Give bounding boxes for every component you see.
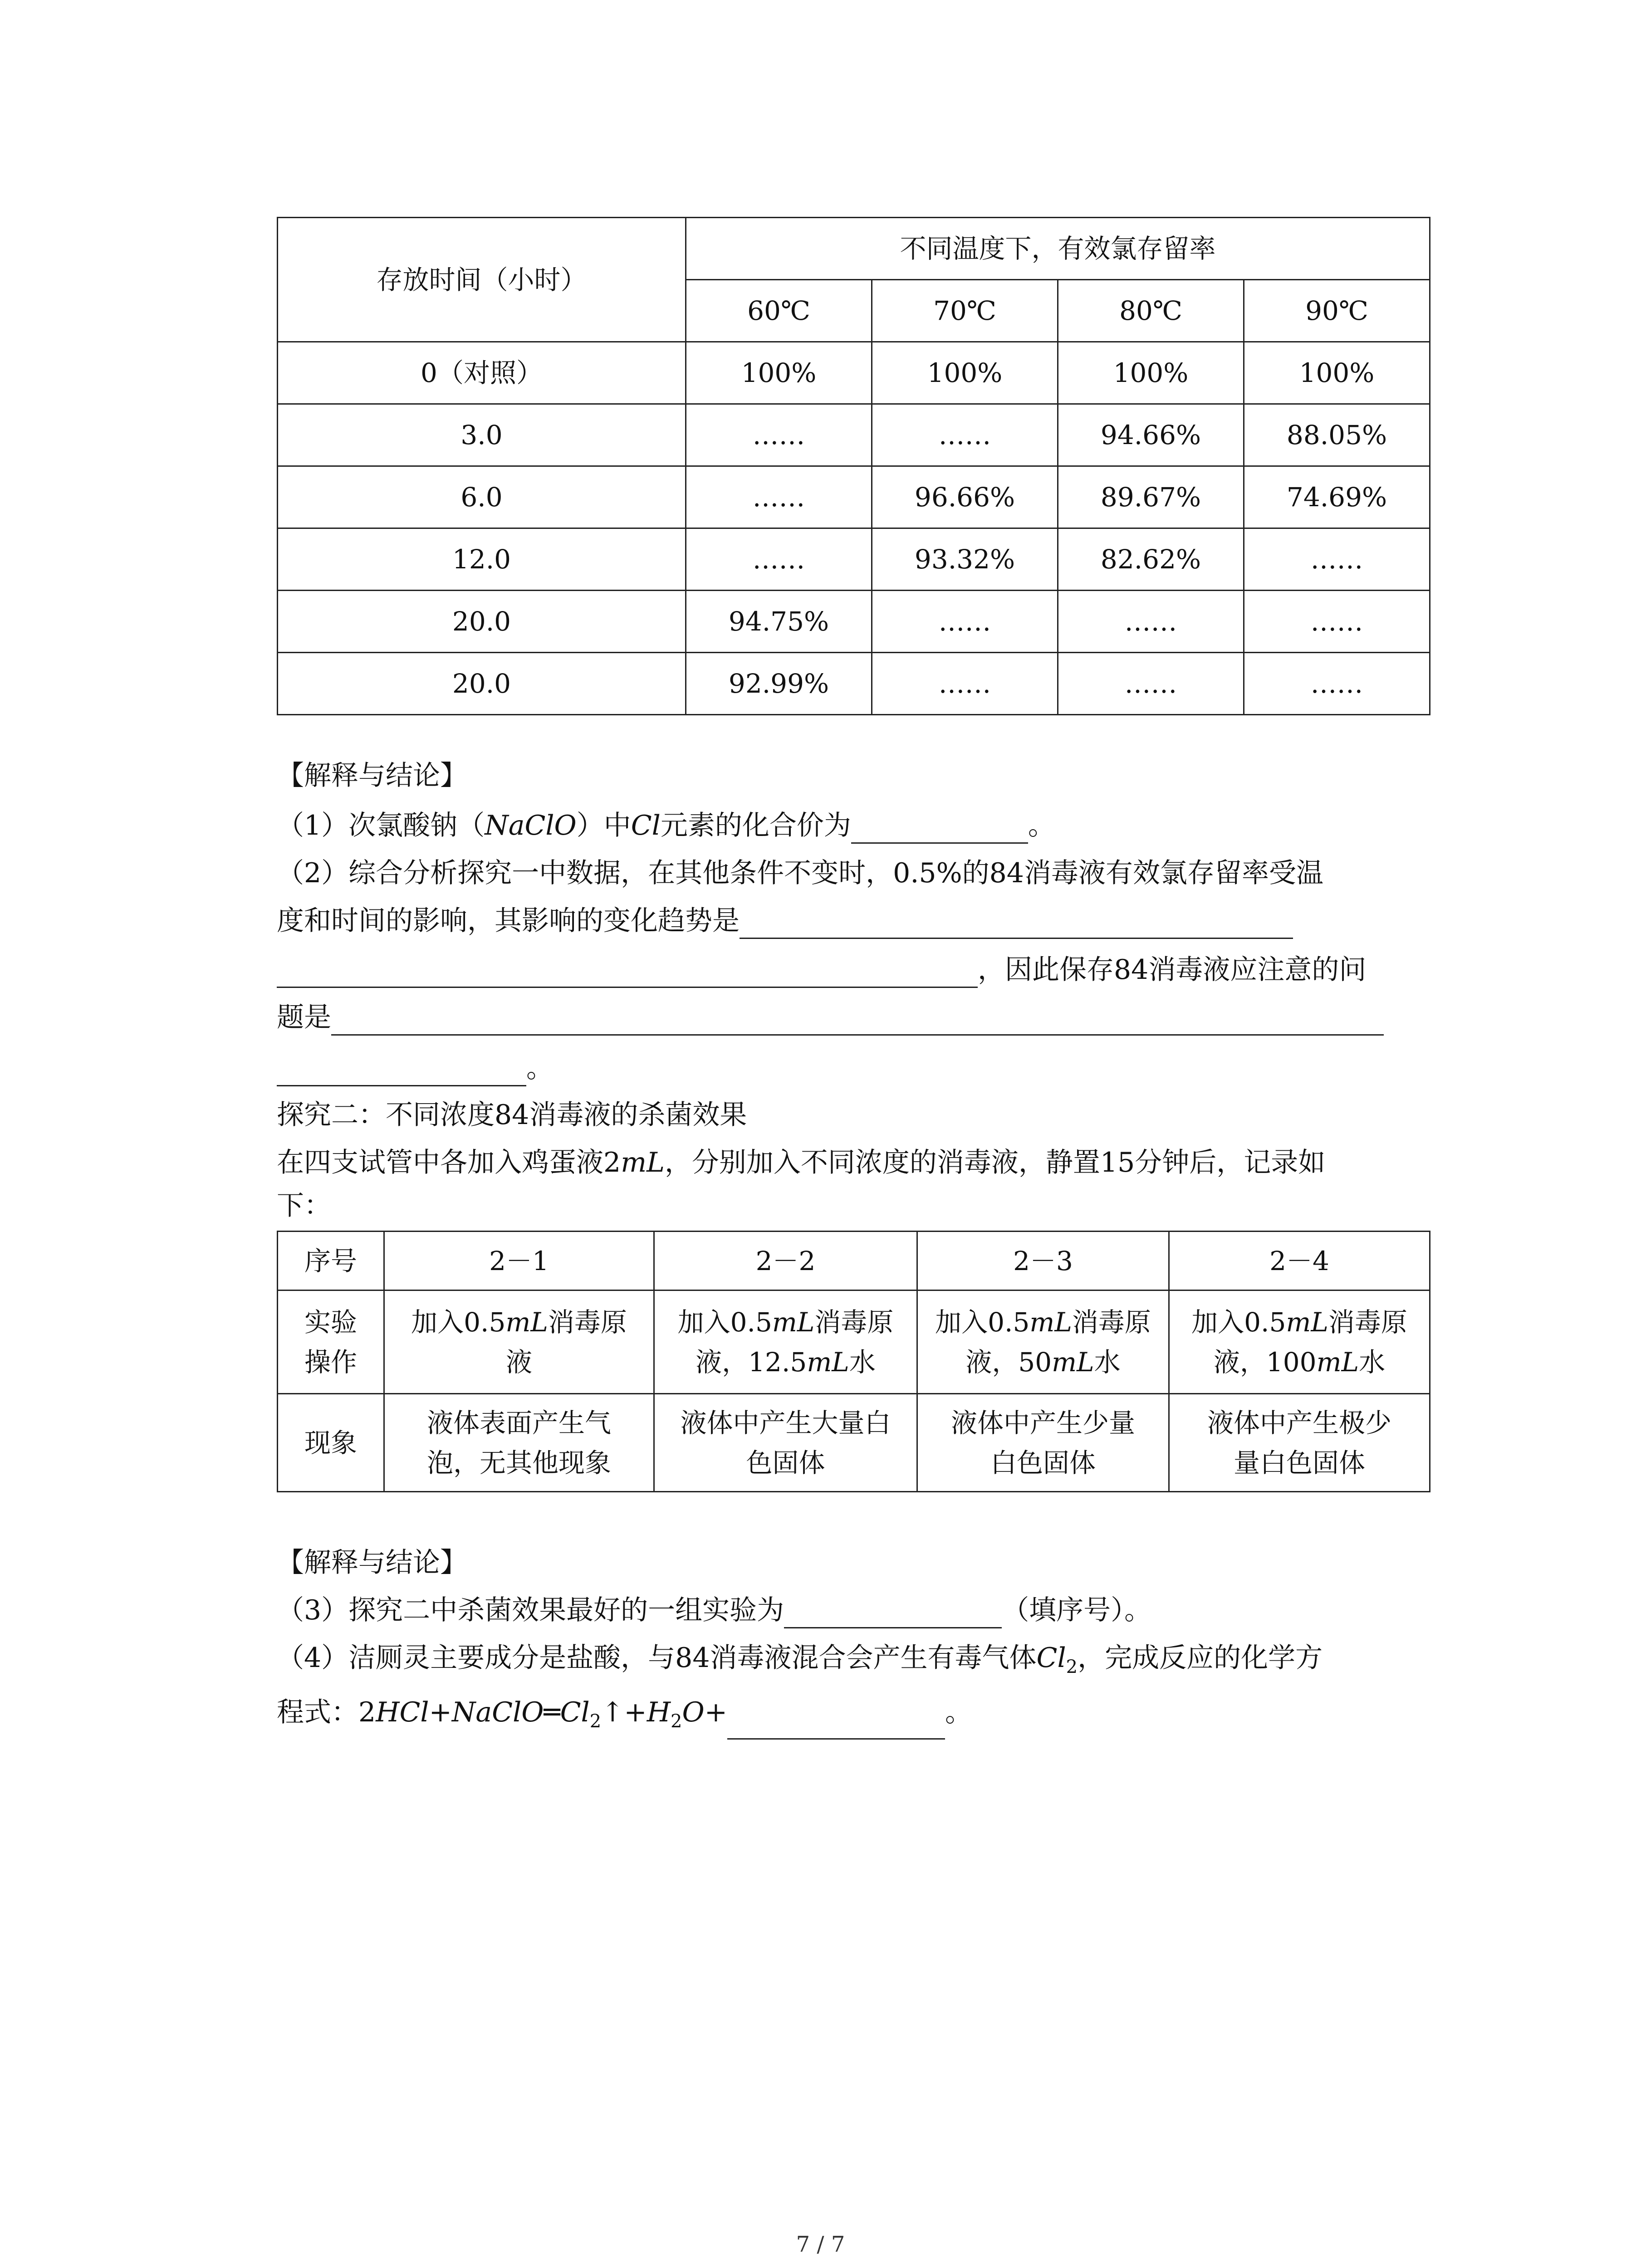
value-cell: 82.62%	[1058, 528, 1244, 591]
temp-header: 70℃	[872, 280, 1058, 342]
section-intro: 在四支试管中各加入鸡蛋液2mL，分别加入不同浓度的消毒液，静置15分钟后，记录如	[277, 1147, 1326, 1178]
table-row	[278, 528, 1430, 591]
value-cell: 100%	[872, 342, 1058, 404]
value-cell: ……	[1058, 591, 1244, 653]
time-cell: 12.0	[278, 528, 686, 591]
value-cell: 100%	[1244, 342, 1430, 404]
value-cell: ……	[1244, 653, 1430, 715]
question-4: （4）洁厕灵主要成分是盐酸，与84消毒液混合会产生有毒气体$Cl_2$，完成反应的化学方	[277, 1642, 1323, 1677]
answer-blank-2b[interactable]	[277, 958, 978, 988]
value-cell: 74.69%	[1244, 466, 1430, 528]
value-cell: 93.32%	[872, 528, 1058, 591]
gas-arrow-icon: ↑	[601, 1696, 624, 1728]
question-2-line-1: （2）综合分析探究一中数据，在其他条件不变时，0.5%的84消毒液有效氯存留率受温	[277, 857, 1323, 889]
value-cell: 89.67%	[1058, 466, 1244, 528]
table-row	[278, 404, 1430, 466]
equals-sign: ═	[544, 1696, 560, 1728]
value-cell: ……	[686, 404, 872, 466]
section-intro-end: 下：	[277, 1190, 331, 1222]
value-cell: 88.05%	[1244, 404, 1430, 466]
answer-blank-1[interactable]	[851, 814, 1028, 844]
answer-blank-4[interactable]	[727, 1710, 945, 1740]
conclusion-heading: 【解释与结论】	[277, 760, 467, 792]
question-2-line-2: 度和时间的影响，其影响的变化趋势是	[277, 903, 1293, 939]
phenomenon-cell: 液体表面产生气 泡，无其他现象	[384, 1394, 654, 1492]
table-row	[278, 342, 1430, 404]
question-1: （1）次氯酸钠（NaClO）中Cl元素的化合价为 。	[277, 807, 1055, 844]
operation-cell: 加入0.5mL消毒原 液，100mL水	[1169, 1290, 1430, 1394]
operation-cell: 加入0.5mL消毒原 液	[384, 1290, 654, 1394]
value-cell: ……	[1244, 591, 1430, 653]
answer-blank-2d[interactable]	[277, 1057, 526, 1086]
section-title: 探究二：不同浓度84消毒液的杀菌效果	[277, 1099, 747, 1131]
phenomenon-cell: 液体中产生少量 白色固体	[917, 1394, 1169, 1492]
value-cell: 92.99%	[686, 653, 872, 715]
time-cell: 20.0	[278, 653, 686, 715]
value-cell: 94.66%	[1058, 404, 1244, 466]
time-header: 存放时间（小时）	[278, 218, 686, 342]
table-row	[278, 591, 1430, 653]
equation-line: 程式：$2HCl+NaClO═Cl_2↑+H_2O+$ 。	[277, 1694, 972, 1740]
table-row	[278, 1394, 1430, 1492]
phenomenon-cell: 液体中产生大量白 色固体	[654, 1394, 917, 1492]
value-cell: 96.66%	[872, 466, 1058, 528]
question-2-line-5: 。	[277, 1050, 554, 1086]
time-cell: 20.0	[278, 591, 686, 653]
value-cell: ……	[1244, 528, 1430, 591]
header-cell: 序号	[278, 1232, 384, 1290]
value-cell: ……	[1058, 653, 1244, 715]
temp-header: 60℃	[686, 280, 872, 342]
value-cell: 100%	[686, 342, 872, 404]
header-cell: 2－1	[384, 1232, 654, 1290]
answer-blank-3[interactable]	[784, 1599, 1002, 1628]
operation-cell: 加入0.5mL消毒原 液，50mL水	[917, 1290, 1169, 1394]
question-2-line-3: ，因此保存84消毒液应注意的问	[277, 952, 1366, 988]
header-cell: 2－2	[654, 1232, 917, 1290]
group-header: 不同温度下，有效氯存留率	[686, 218, 1430, 280]
disinfection-table	[277, 1231, 1430, 1492]
retention-table	[277, 217, 1430, 715]
header-cell: 2－3	[917, 1232, 1169, 1290]
row-label: 现象	[278, 1394, 384, 1492]
table-row	[278, 466, 1430, 528]
operation-cell: 加入0.5mL消毒原 液，12.5mL水	[654, 1290, 917, 1394]
phenomenon-cell: 液体中产生极少 量白色固体	[1169, 1394, 1430, 1492]
time-cell: 0（对照）	[278, 342, 686, 404]
conclusion-heading-2: 【解释与结论】	[277, 1547, 467, 1579]
time-cell: 3.0	[278, 404, 686, 466]
value-cell: 100%	[1058, 342, 1244, 404]
value-cell: ……	[686, 528, 872, 591]
answer-blank-2c[interactable]	[331, 1006, 1384, 1036]
temp-header: 90℃	[1244, 280, 1430, 342]
value-cell: ……	[686, 466, 872, 528]
table-row	[278, 1290, 1430, 1394]
table-row	[278, 653, 1430, 715]
question-3: （3）探究二中杀菌效果最好的一组实验为 （填序号）。	[277, 1592, 1151, 1628]
value-cell: ……	[872, 653, 1058, 715]
row-label: 实验 操作	[278, 1290, 384, 1394]
answer-blank-2a[interactable]	[740, 909, 1293, 939]
page-number: 7 / 7	[796, 2232, 845, 2257]
value-cell: 94.75%	[686, 591, 872, 653]
value-cell: ……	[872, 404, 1058, 466]
temp-header: 80℃	[1058, 280, 1244, 342]
time-cell: 6.0	[278, 466, 686, 528]
value-cell: ……	[872, 591, 1058, 653]
header-cell: 2－4	[1169, 1232, 1430, 1290]
question-2-line-4: 题是	[277, 999, 1384, 1036]
